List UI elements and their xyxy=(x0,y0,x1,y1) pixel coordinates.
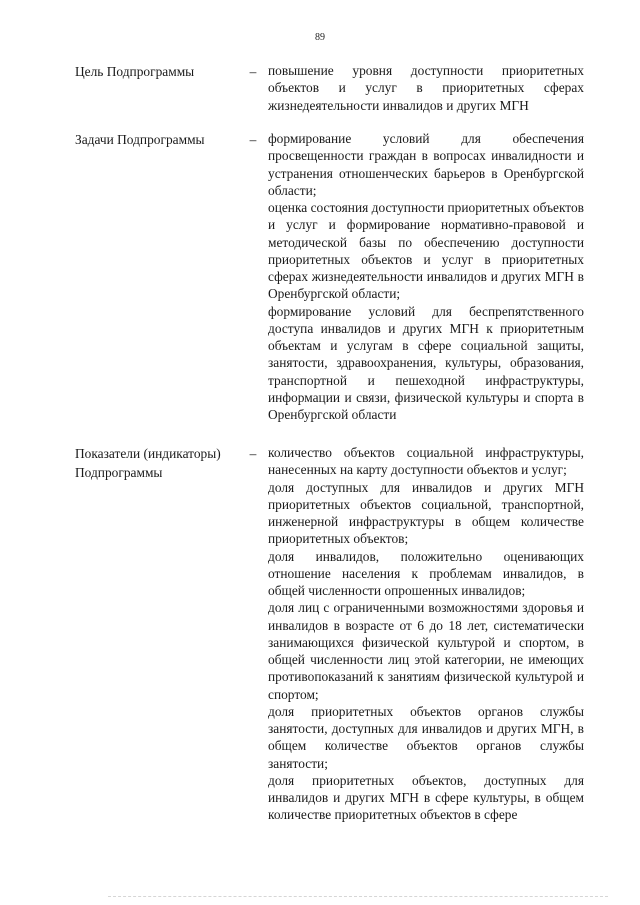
row-content xyxy=(268,444,584,824)
row-dash: – xyxy=(249,64,257,79)
paragraph: повышение уровня доступности приоритетных объектов и услуг в приоритетных сферах жизнедеятельности инвалидов и других МГН xyxy=(268,63,584,113)
scan-artifact-line xyxy=(108,896,608,900)
row-dash: – xyxy=(249,446,257,461)
paragraph: доля доступных для инвалидов и других МГН приоритетных объектов социальной, транспортной, инженерной инфраструктуры в общем количестве приоритетных объектов; xyxy=(268,479,584,547)
row-label: Показатели (индикаторы) Подпрограммы xyxy=(75,446,221,480)
paragraph: формирование условий для беспрепятственного доступа инвалидов и других МГН к приоритетным объектам и услугам в сфере социальной защиты, занятости, здравоохранения, культуры, образования, транспортной и пешеходной инфраструктуры, информации и связи, физической культуры и спорта в Оренбургской области xyxy=(268,303,584,422)
paragraph: доля приоритетных объектов, доступных для инвалидов и других МГН в сфере культуры, в общем количестве приоритетных объектов в сфере xyxy=(268,772,584,823)
row-dash: – xyxy=(249,132,257,147)
paragraph: формирование условий для обеспечения просвещенности граждан в вопросах инвалидности и устранения отношенческих барьеров в Оренбургской области; xyxy=(268,131,584,198)
page-number: 89 xyxy=(315,32,325,43)
row-label: Задачи Подпрограммы xyxy=(75,132,205,147)
paragraph: доля приоритетных объектов органов службы занятости, доступных для инвалидов и других МГН, в общем количестве объектов органов службы занятости; xyxy=(268,703,584,771)
row-label: Цель Подпрограммы xyxy=(75,64,195,79)
paragraph: оценка состояния доступности приоритетных объектов и услуг и формирование нормативно-правовой и методической базы по обеспечению доступности приоритетных объектов и услуг в приоритетных сферах жизнедеятельности инвалидов и других МГН в Оренбургской области; xyxy=(268,200,584,302)
paragraph: доля лиц с ограниченными возможностями здоровья и инвалидов в возрасте от 6 до 18 лет, систематически занимающихся физической культурой и спортом, в общей численности лиц этой категории, не имеющих противопоказаний к занятиям физической культурой и спортом; xyxy=(268,600,584,702)
row-content xyxy=(268,130,584,423)
paragraph: доля инвалидов, положительно оценивающих отношение населения к проблемам инвалидов, в общей численности опрошенных инвалидов; xyxy=(268,548,584,598)
row-content xyxy=(268,62,584,114)
paragraph: количество объектов социальной инфраструктуры, нанесенных на карту доступности объектов и услуг; xyxy=(268,445,584,478)
